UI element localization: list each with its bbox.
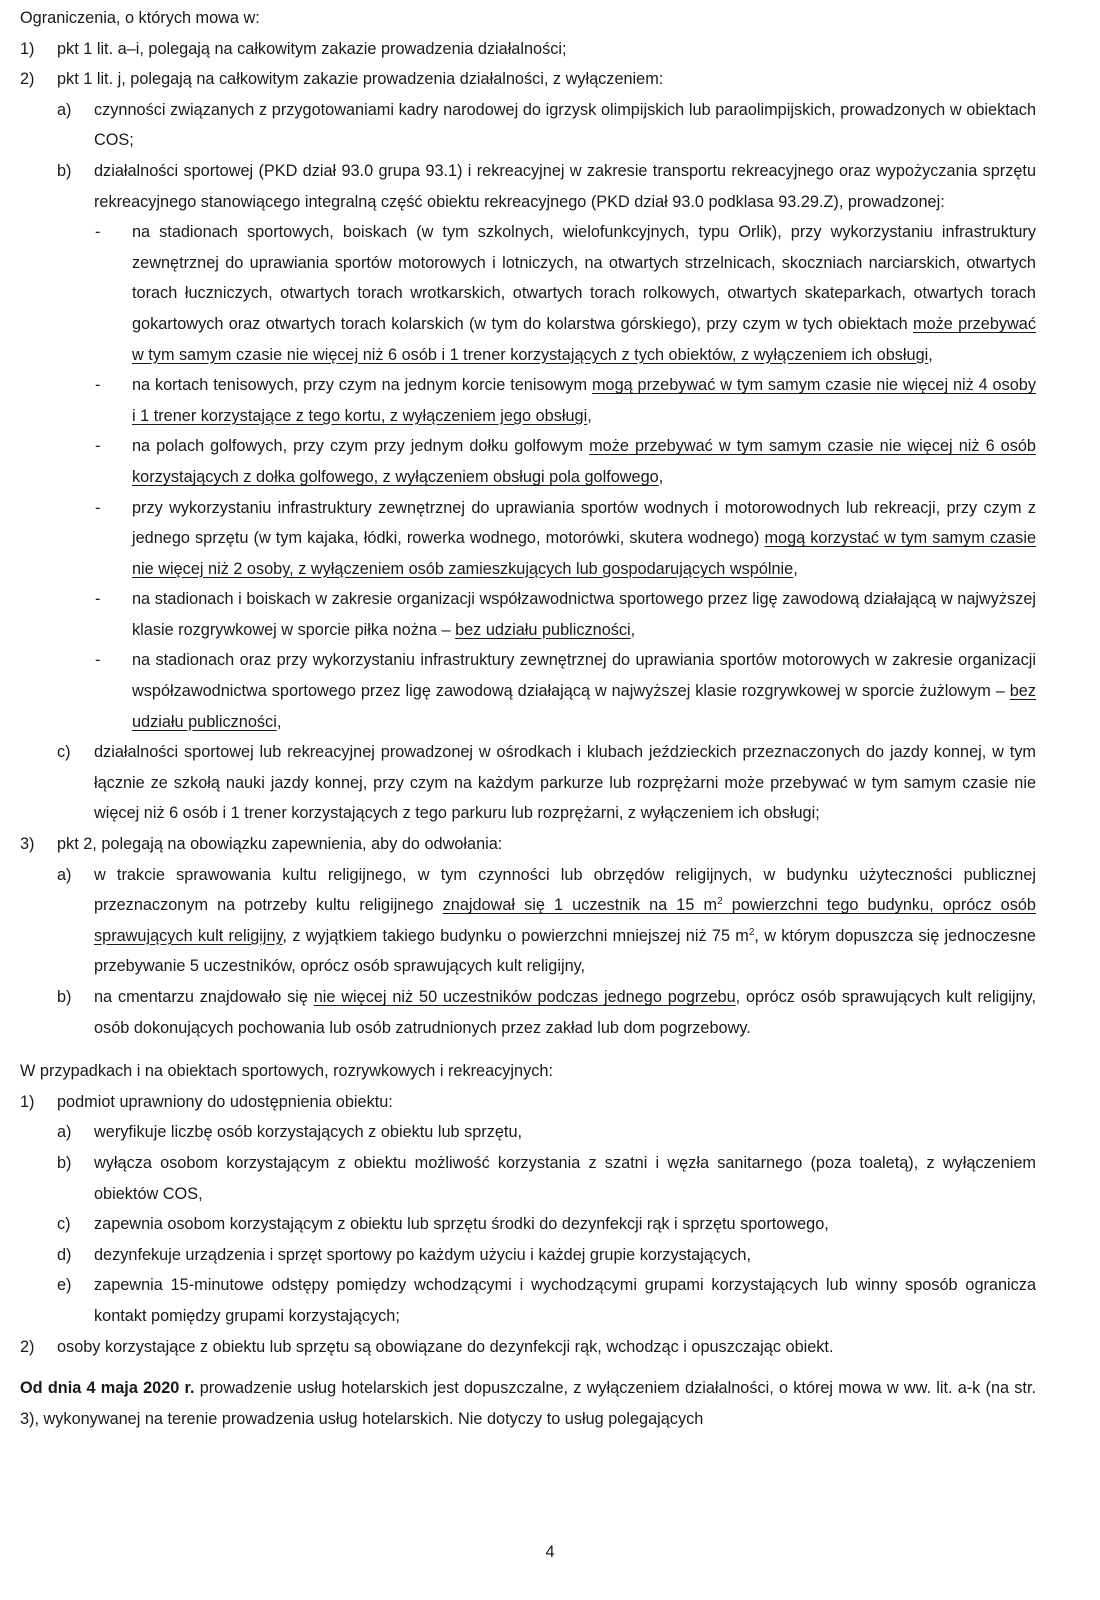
list-text: osoby korzystające z obiektu lub sprzętu są obowiązane do dezynfekcji rąk, wchodząc i opuszczając obiekt. <box>57 1337 834 1356</box>
text-run: znajdował się 1 uczestnik na 15 m <box>442 896 718 915</box>
underlined-text: nie więcej niż 50 uczestników podczas jednego pogrzebu <box>313 988 736 1006</box>
text-run: na stadionach oraz przy wykorzystaniu infrastruktury zewnętrznej do uprawiania sportów motorowych w zakresie organizacji współzawodnictwa sportowego przez ligę zawodową działającą w najwyższej klasie rozgrywkowej w sporcie żużlowym – <box>132 651 1036 701</box>
underlined-text: może przebywać w tym samym czasie nie więcej niż 6 osób i 1 trener korzystających z tych obiektów, z wyłączeniem ich obsługi <box>132 314 1036 364</box>
dash-text <box>132 493 1036 585</box>
list-item <box>20 1332 1036 1363</box>
list-text: zapewnia osobom korzystającym z obiektu lub sprzętu środki do dezynfekcji rąk i sprzętu sportowego, <box>94 1215 829 1234</box>
underlined-text: mogą przebywać w tym samym czasie nie więcej niż 4 osoby i 1 trener korzystające z tego kortu, z wyłączeniem jego obsługi <box>132 376 1036 425</box>
bold-date: Od dnia 4 maja 2020 r. <box>20 1379 195 1398</box>
list-text: pkt 2, polegają na obowiązku zapewnienia, aby do odwołania: <box>57 835 503 854</box>
list-item <box>20 737 1036 829</box>
list-text: działalności sportowej lub rekreacyjnej prowadzonej w ośrodkach i klubach jeździeckich przeznaczonych do jazdy konnej, w tym łącznie ze szkołą nauki jazdy konnej, przy czym na każdym parkurze lub rozprężarni może przebywać w tym samym czasie nie więcej niż 6 osób i 1 trener korzystających z tego parkuru lub rozprężarni, z wyłączeniem ich obsługi; <box>94 743 1036 823</box>
list-marker: a) <box>57 1123 72 1142</box>
list-marker: a) <box>57 100 72 119</box>
list-marker: 3) <box>20 835 35 854</box>
list-marker: b) <box>57 161 72 180</box>
underlined-text: bez udziału publiczności <box>455 620 631 639</box>
intro2-paragraph: W przypadkach i na obiektach sportowych, rozrywkowych i rekreacyjnych: <box>20 1062 553 1081</box>
list-text <box>94 860 1036 982</box>
list-marker: e) <box>57 1276 72 1295</box>
list-text: weryfikuje liczbę osób korzystających z obiektu lub sprzętu, <box>94 1123 523 1142</box>
text-run: przy wykorzystaniu infrastruktury zewnętrznej do uprawiania sportów wodnych i motorowodnych lub rekreacji, przy czym z jednego sprzętu (w tym kajaka, łódki, rowerka wodnego, motorówki, skutera wodnego) <box>132 498 1036 548</box>
text-run: , z wyjątkiem takiego budynku o powierzchni mniejszej niż 75 m <box>282 926 749 945</box>
list-text: pkt 1 lit. a–i, polegają na całkowitym zakazie prowadzenia działalności; <box>57 39 567 58</box>
dash-marker: - <box>95 223 101 242</box>
list-marker: c) <box>57 1215 71 1234</box>
list-marker: b) <box>57 1153 72 1172</box>
text-run: , w którym dopuszcza się jednoczesne przebywanie 5 uczestników, oprócz osób sprawujących kult religijny, <box>94 926 1036 976</box>
text-run: na polach golfowych, przy czym przy jednym dołku golfowym <box>132 437 590 456</box>
list-text <box>94 982 1036 1043</box>
text-run: , <box>658 467 664 486</box>
list-marker: a) <box>57 865 72 884</box>
dash-marker: - <box>95 437 101 456</box>
list-item <box>20 95 1036 156</box>
dash-item <box>20 431 1036 492</box>
list-text: dezynfekuje urządzenia i sprzęt sportowy po każdym użyciu i każdej grupie korzystających, <box>94 1245 751 1264</box>
text-run: prowadzenie usług hotelarskich jest dopuszczalne, z wyłączeniem działalności, o której mowa w ww. lit. a-k (na str. 3), wykonywanej na terenie prowadzenia usług hotelarskich. Nie dotyczy to usług polegających <box>20 1379 1036 1428</box>
text-run: w trakcie sprawowania kultu religijnego, w tym czynności lub obrzędów religijnych, w budynku użyteczności publicznej przeznaczonym na potrzeby kultu religijnego <box>94 865 1036 915</box>
dash-item <box>20 217 1036 370</box>
list-item <box>20 1087 1036 1118</box>
underlined-text: bez udziału publiczności <box>132 682 1036 731</box>
dash-marker: - <box>95 651 101 670</box>
list-marker: 2) <box>20 1337 35 1356</box>
text-run: , <box>793 559 798 578</box>
list-item <box>20 1270 1036 1331</box>
text-run: , <box>928 345 933 364</box>
text-run: , <box>630 620 636 639</box>
text-run: , <box>276 712 282 731</box>
document-page <box>20 0 1036 1434</box>
list-marker: d) <box>57 1245 72 1264</box>
paragraph-spacer <box>20 1362 1036 1370</box>
list-item <box>20 1240 1036 1271</box>
list-item <box>20 829 1036 860</box>
dash-text <box>132 431 1036 492</box>
list-marker: 1) <box>20 1092 35 1111</box>
list-item <box>20 156 1036 217</box>
underlined-text: mogą korzystać w tym samym czasie nie więcej niż 2 osoby, z wyłączeniem osób zamieszkujących lub gospodarujących wspólnie <box>132 529 1036 578</box>
list-marker: c) <box>57 743 71 762</box>
list-item <box>20 1209 1036 1240</box>
list-item <box>20 34 1036 65</box>
dash-item <box>20 645 1036 737</box>
dash-marker: - <box>95 590 101 609</box>
list-text: działalności sportowej (PKD dział 93.0 grupa 93.1) i rekreacyjnej w zakresie transportu rekreacyjnego oraz wypożyczania sprzętu rekreacyjnego stanowiącego integralną część obiektu rekreacyjnego (PKD dział 93.0 podklasa 93.29.Z), prowadzonej: <box>94 161 1036 211</box>
page-number: 4 <box>545 1543 555 1561</box>
dash-marker: - <box>95 498 101 517</box>
intro-paragraph: Ograniczenia, o których mowa w: <box>20 9 260 27</box>
underlined-text: może przebywać w tym samym czasie nie więcej niż 6 osób korzystających z dołka golfowego, z wyłączeniem obsługi pola golfowego <box>132 437 1036 486</box>
list-item <box>20 860 1036 982</box>
list-item <box>20 64 1036 95</box>
list-marker: b) <box>57 988 72 1006</box>
superscript: 2 <box>717 896 723 908</box>
text-run: , oprócz osób sprawujących kult religijny, osób dokonujących pochowania lub osób zatrudnionych przez zakład lub dom pogrzebowy. <box>94 988 1036 1037</box>
list-text: czynności związanych z przygotowaniami kadry narodowej do igrzysk olimpijskich lub paraolimpijskich, prowadzonych w obiektach COS; <box>94 100 1036 150</box>
dash-text <box>132 584 1036 645</box>
paragraph-spacer <box>20 1043 1036 1053</box>
text-run: na kortach tenisowych, przy czym na jednym korcie tenisowym <box>132 376 592 395</box>
dash-item <box>20 584 1036 645</box>
list-text: podmiot uprawniony do udostępnienia obiektu: <box>57 1092 393 1111</box>
list-text: zapewnia 15-minutowe odstępy pomiędzy wchodzącymi i wychodzącymi grupami korzystających lub winny sposób ogranicza kontakt pomiędzy grupami korzystających; <box>94 1276 1036 1325</box>
list-item <box>20 982 1036 1043</box>
list-item <box>20 1117 1036 1148</box>
superscript: 2 <box>748 926 755 938</box>
dash-item <box>20 370 1036 431</box>
dash-text <box>132 645 1036 737</box>
dash-item <box>20 493 1036 585</box>
list-marker: 1) <box>20 39 35 58</box>
list-marker: 2) <box>20 70 35 89</box>
text-run: na cmentarzu znajdowało się <box>94 988 314 1006</box>
text-run: na stadionach i boiskach w zakresie organizacji współzawodnictwa sportowego przez ligę zawodową działającą w najwyższej klasie rozgrywkowej w sporcie piłka nożna – <box>132 590 1036 639</box>
dash-marker: - <box>95 376 101 395</box>
text-run: powierzchni tego budynku, oprócz osób sprawujących kult religijny <box>94 896 1036 945</box>
list-text: pkt 1 lit. j, polegają na całkowitym zakazie prowadzenia działalności, z wyłączeniem: <box>57 70 664 89</box>
dash-text <box>132 217 1036 370</box>
list-item <box>20 1148 1036 1209</box>
text-run: , <box>587 406 592 425</box>
dash-text <box>132 370 1036 431</box>
text-run: na stadionach sportowych, boiskach (w tym szkolnych, wielofunkcyjnych, typu Orlik), przy wykorzystaniu infrastruktury zewnętrznej do uprawiania sportów motorowych i lotniczych, na otwartych strzelnicach, skoczniach narciarskich, otwartych torach łuczniczych, otwartych torach wrotkarskich, otwartych torach rolkowych, otwartych skateparkach, otwartych torach gokartowych oraz otwartych torach kolarskich (w tym do kolarstwa górskiego), przy czym w tych obiektach <box>132 223 1036 333</box>
list-text: wyłącza osobom korzystającym z obiektu możliwość korzystania z szatni i węzła sanitarnego (poza toaletą), z wyłączeniem obiektów COS, <box>94 1153 1036 1203</box>
final-paragraph <box>20 1370 1036 1434</box>
